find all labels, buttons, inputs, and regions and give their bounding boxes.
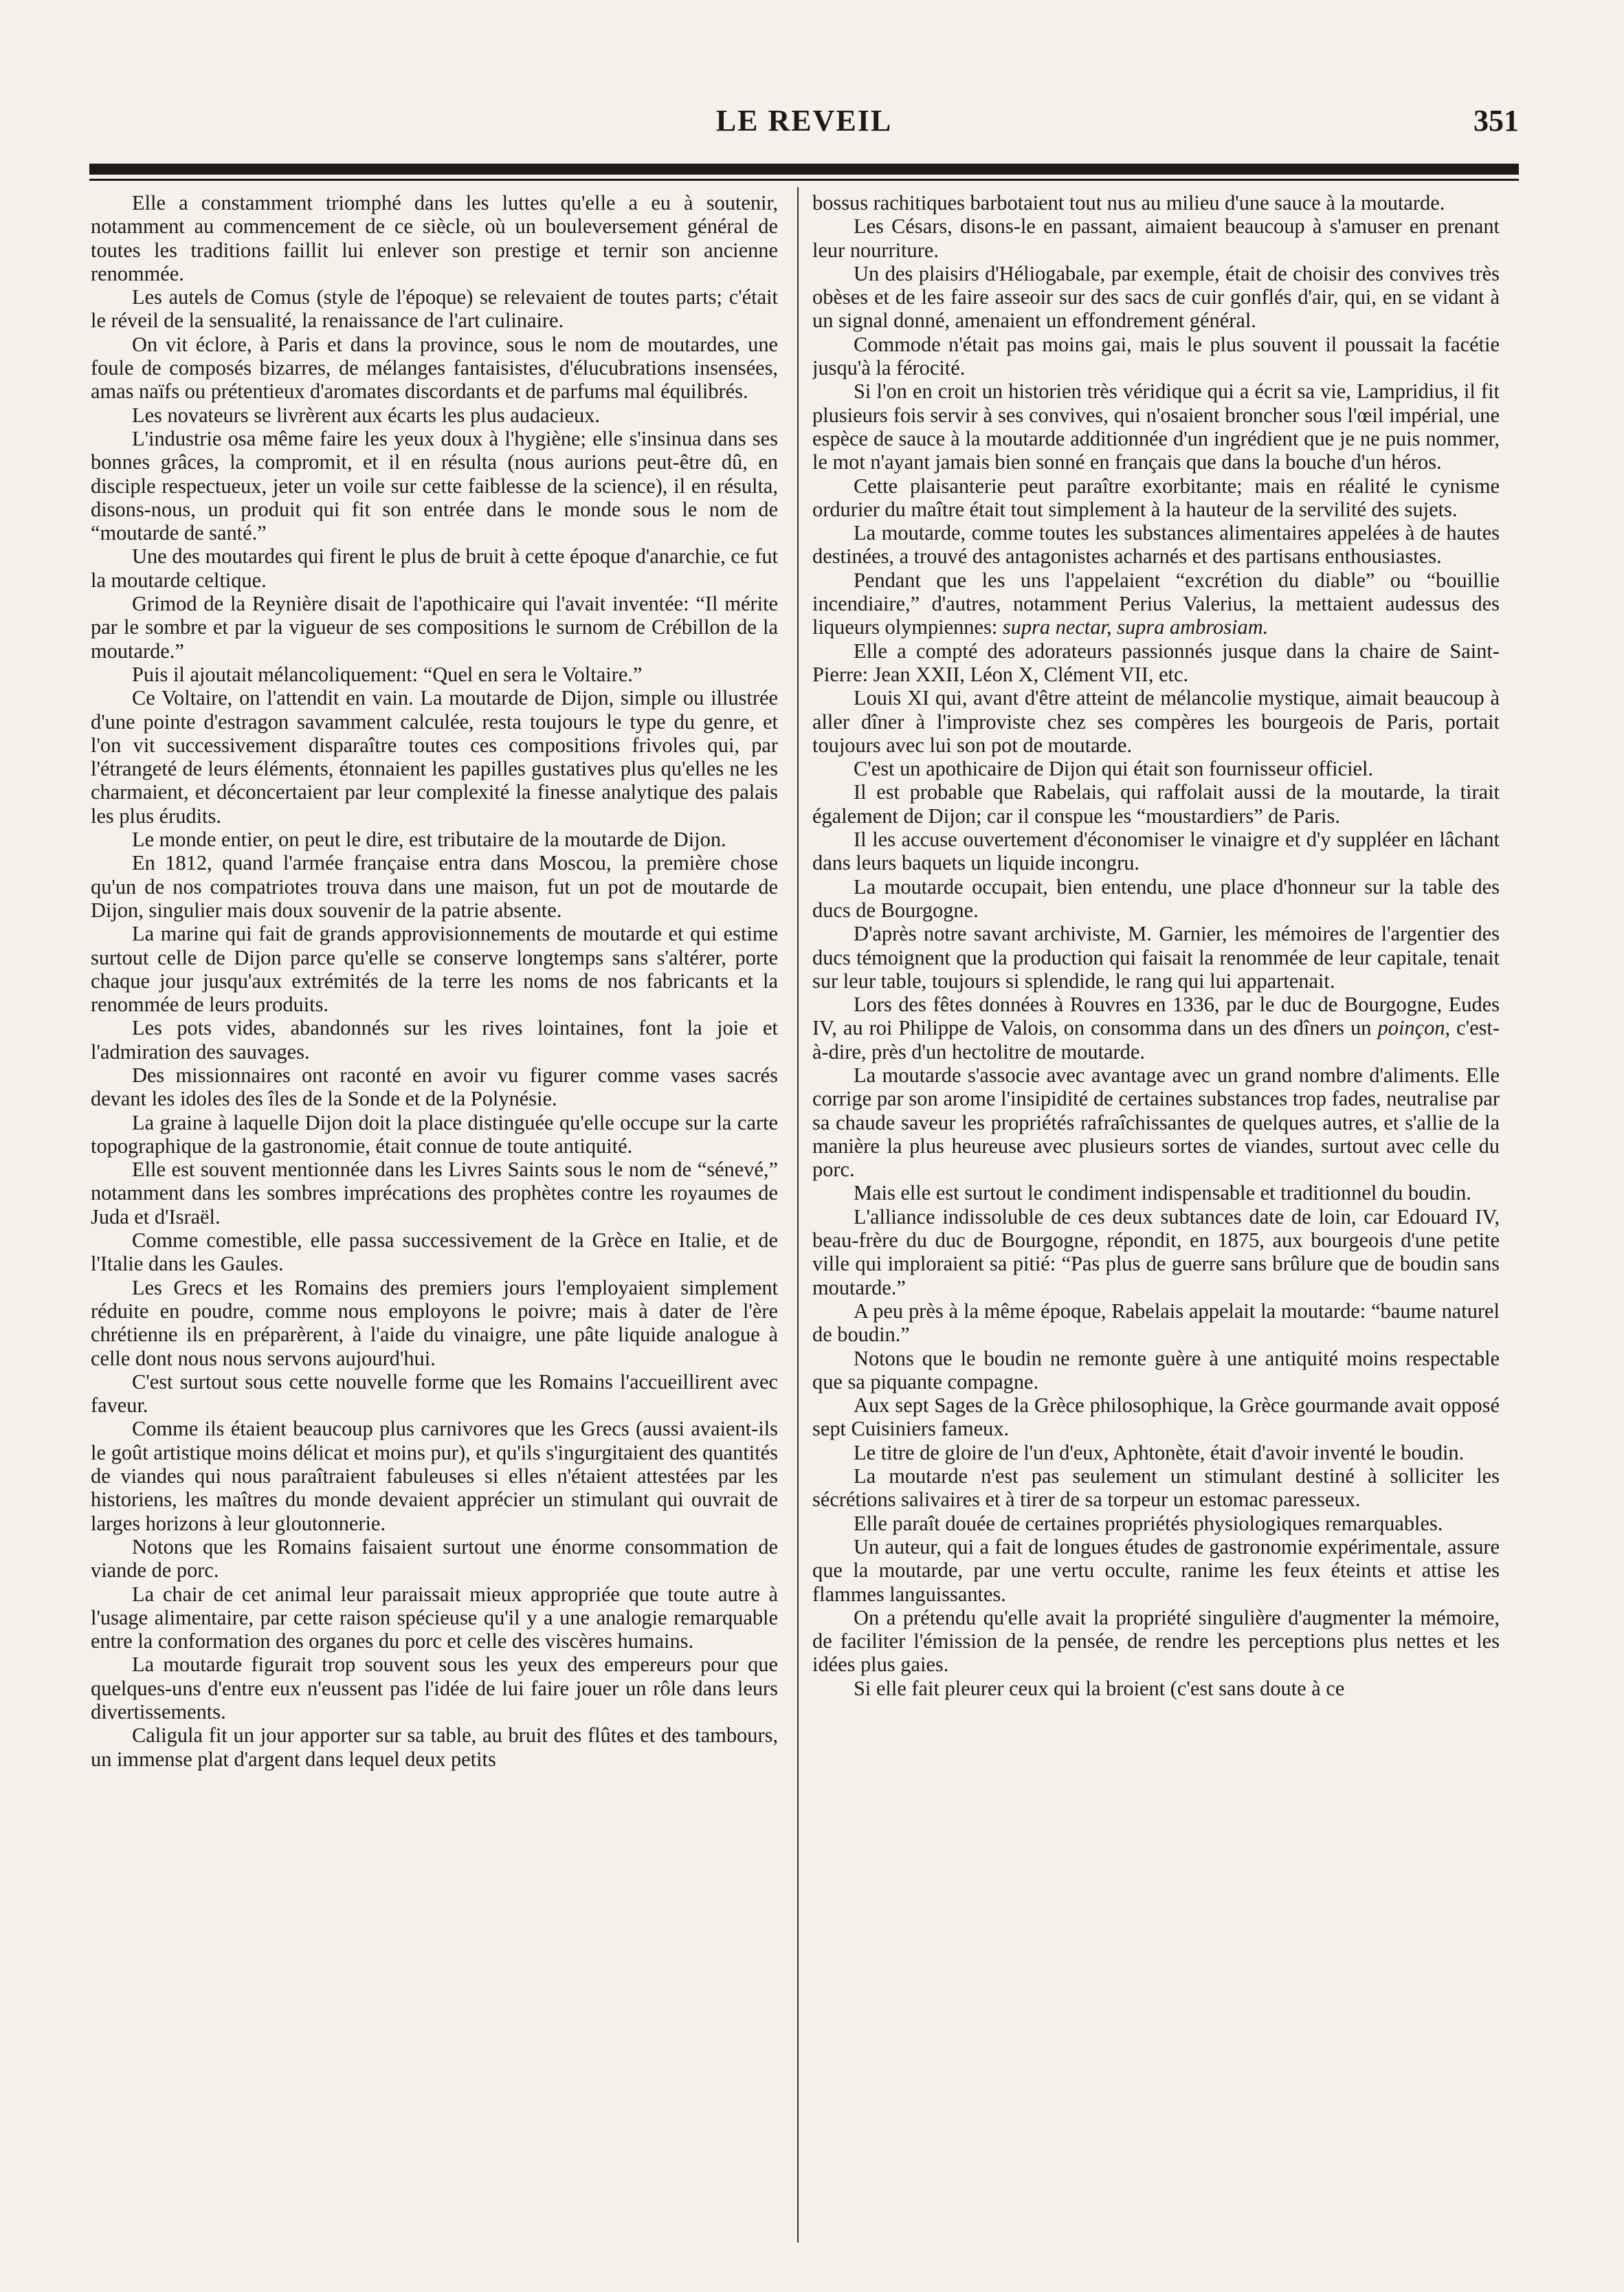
paragraph: Notons que les Romains faisaient surtout une énorme consommation de viande de porc. [91, 1534, 778, 1583]
paragraph: La chair de cet animal leur paraissait mieux appropriée que toute autre à l'usage alimentaire, par cette raison spécieuse qu'il y a une analogie remarquable entre la conformation des organes du porc et celle des viscères humains. [91, 1582, 778, 1653]
header-rule-thin [89, 179, 1519, 181]
paragraph: Ce Voltaire, on l'attendit en vain. La moutarde de Dijon, simple ou illustrée d'une pointe d'estragon savamment calculée, resta toujours le type du genre, et l'on vit successivement disparaître toutes ces compositions frivoles qui, par l'étrangeté de leurs éléments, étonnaient les papilles gustatives plus qu'elles ne les charmaient, et déconcertaient par leur complexité la finesse analytique des palais les plus érudits. [91, 686, 778, 828]
paragraph: La moutarde n'est pas seulement un stimulant destiné à solliciter les sécrétions salivaires et à tirer de sa torpeur un estomac paresseux. [812, 1464, 1500, 1512]
paragraph: Elle paraît douée de certaines propriétés physiologiques remarquables. [854, 1511, 1443, 1535]
paragraph: Des missionnaires ont raconté en avoir vu figurer comme vases sacrés devant les idoles des îles de la Sonde et de la Polynésie. [91, 1063, 778, 1111]
paragraph: Les pots vides, abandonnés sur les rives lointaines, font la joie et l'admiration des sauvages. [91, 1016, 778, 1064]
paragraph: Il est probable que Rabelais, qui raffolait aussi de la moutarde, la tirait également de Dijon; car il conspue les “moustardiers” de Paris. [812, 780, 1500, 828]
header-rule-thick [89, 164, 1519, 175]
paragraph: Il les accuse ouvertement d'économiser le vinaigre et d'y suppléer en lâchant dans leurs baquets un liquide incongru. [812, 828, 1500, 875]
right-column [812, 191, 1500, 2247]
paragraph: Cette plaisanterie peut paraître exorbitante; mais en réalité le cynisme ordurier du maître était tout simplement à la hauteur de la servilité des sujets. [812, 474, 1500, 521]
paragraph: L'industrie osa même faire les yeux doux à l'hygiène; elle s'insinua dans ses bonnes grâces, la compromit, et il en résulta (nous aurions peut-être dû, en disciple respectueux, jeter un voile sur cette faiblesse de la science), il en résulta, disons-nous, un produit qui fit son entrée dans le monde sous le nom de “moutarde de santé.” [91, 426, 778, 545]
paragraph: Pendant que les uns l'appelaient “excrétion du diable” ou “bouillie incendiaire,” d'autres, notamment Perius Valerius, la mettaient audessus des liqueurs olympiennes: supra nectar, supra ambrosiam. [812, 568, 1500, 639]
paragraph: La moutarde occupait, bien entendu, une place d'honneur sur la table des ducs de Bourgogne. [812, 874, 1500, 922]
paragraph: Grimod de la Reynière disait de l'apothicaire qui l'avait inventée: “Il mérite par le sombre et par la vigueur de ses compositions le surnom de Crébillon de la moutarde.” [91, 592, 778, 663]
paragraph: La marine qui fait de grands approvisionnements de moutarde et qui estime surtout celle de Dijon parce qu'elle se conserve longtemps sans s'altérer, porte chaque jour jusqu'aux extrémités de la terre les noms de nos fabricants et la renommée de leurs produits. [91, 922, 778, 1017]
page-header [89, 103, 1519, 151]
paragraph: A peu près à la même époque, Rabelais appelait la moutarde: “baume naturel de boudin.” [812, 1299, 1500, 1347]
paragraph: Un des plaisirs d'Héliogabale, par exemple, était de choisir des convives très obèses et de les faire asseoir sur des sacs de cuir gonflés d'air, qui, en se vidant à un signal donné, amenaient un effondrement général. [812, 261, 1500, 333]
paragraph: Elle a constamment triomphé dans les luttes qu'elle a eu à soutenir, notamment au commencement de ce siècle, où un bouleversement général de toutes les traditions faillit lui enlever son prestige et ternir son ancienne renommée. [91, 191, 778, 285]
paragraph: Si l'on en croit un historien très véridique qui a écrit sa vie, Lampridius, il fit plusieurs fois servir à ses convives, qui n'osaient broncher sous l'œil impérial, une espèce de sauce à la moutarde additionnée d'un ingrédient que je ne puis nommer, le mot n'ayant jamais bien sonné en français que dans la bouche d'un héros. [812, 379, 1500, 474]
paragraph: Les Grecs et les Romains des premiers jours l'employaient simplement réduite en poudre, comme nous employons le poivre; mais à dater de l'ère chrétienne ils en préparèrent, à l'aide du vinaigre, une pâte liquide analogue à celle dont nous nous servons aujourd'hui. [91, 1275, 778, 1370]
paragraph: La graine à laquelle Dijon doit la place distinguée qu'elle occupe sur la carte topographique de la gastronomie, était connue de toute antiquité. [91, 1110, 778, 1158]
paragraph: C'est surtout sous cette nouvelle forme que les Romains l'accueillirent avec faveur. [91, 1369, 778, 1418]
paragraph: D'après notre savant archiviste, M. Garnier, les mémoires de l'argentier des ducs témoignent que la production qui faisait la renommée de leur capitale, tenait sur leur table, toujours si splendide, le rang qui lui appartenait. [812, 922, 1500, 993]
paragraph: Une des moutardes qui firent le plus de bruit à cette époque d'anarchie, ce fut la moutarde celtique. [91, 544, 778, 592]
paragraph: La moutarde, comme toutes les substances alimentaires appelées à de hautes destinées, a trouvé des antagonistes acharnés et des partisans enthousiastes. [812, 521, 1500, 569]
running-title: LE REVEIL [715, 104, 893, 137]
paragraph: Puis il ajoutait mélancoliquement: “Quel en sera le Voltaire.” [132, 662, 643, 686]
paragraph: Elle a compté des adorateurs passionnés jusque dans la chaire de Saint-Pierre: Jean XXII, Léon X, Clément VII, etc. [812, 639, 1500, 686]
paragraph: Les Césars, disons-le en passant, aimaient beaucoup à s'amuser en prenant leur nourriture. [812, 214, 1500, 262]
paragraph: Caligula fit un jour apporter sur sa table, au bruit des flûtes et des tambours, un immense plat d'argent dans lequel deux petits [91, 1723, 778, 1771]
paragraph: Comme ils étaient beaucoup plus carnivores que les Grecs (aussi avaient-ils le goût artistique moins délicat et moins pur), et qu'ils s'ingurgitaient des quantités de viandes qui nous paraîtraient fabuleuses si elles n'étaient attestées par les historiens, les maîtres du monde devaient apprécier un stimulant qui ouvrait de larges horizons à leur gloutonnerie. [91, 1417, 778, 1535]
paragraph: La moutarde s'associe avec avantage avec un grand nombre d'aliments. Elle corrige par son arome l'insipidité de certaines substances trop fades, neutralise par sa chaude saveur les propriétés rafraîchissantes de quelques autres, et s'allie de la manière la plus heureuse avec plusieurs sortes de viandes, surtout avec celle du porc. [812, 1063, 1500, 1182]
paragraph: On a prétendu qu'elle avait la propriété singulière d'augmenter la mémoire, de faciliter l'émission de la pensée, de rendre les perceptions plus nettes et les idées plus gaies. [812, 1605, 1500, 1677]
paragraph: Commode n'était pas moins gai, mais le plus souvent il poussait la facétie jusqu'à la férocité. [812, 332, 1500, 380]
paragraph: Les novateurs se livrèrent aux écarts les plus audacieux. [132, 403, 600, 427]
paragraph: Un auteur, qui a fait de longues études de gastronomie expérimentale, assure que la moutarde, par une vertu occulte, ranime les feux éteints et attise les flammes languissantes. [812, 1534, 1500, 1606]
paragraph: On vit éclore, à Paris et dans la province, sous le nom de moutardes, une foule de composés bizarres, de mélanges fantaisistes, d'élucubrations insensées, amas naïfs ou prétentieux d'aromates discordants et de parfums mal équilibrés. [91, 332, 778, 404]
paragraph: Aux sept Sages de la Grèce philosophique, la Grèce gourmande avait opposé sept Cuisiniers fameux. [812, 1393, 1500, 1441]
paragraph: La moutarde figurait trop souvent sous les yeux des empereurs pour que quelques-uns d'entre eux n'eussent pas l'idée de lui faire jouer un rôle dans leurs divertissements. [91, 1653, 778, 1723]
paragraph: Comme comestible, elle passa successivement de la Grèce en Italie, et de l'Italie dans les Gaules. [91, 1228, 778, 1276]
paragraph: Les autels de Comus (style de l'époque) se relevaient de toutes parts; c'était le réveil de la sensualité, la renaissance de l'art culinaire. [91, 285, 778, 333]
paragraph: Elle est souvent mentionnée dans les Livres Saints sous le nom de “sénevé,” notamment dans les sombres imprécations des prophètes contre les royaumes de Juda et d'Israël. [91, 1158, 778, 1228]
paragraph: Le titre de gloire de l'un d'eux, Aphtonète, était d'avoir inventé le boudin. [854, 1440, 1465, 1464]
page-number: 351 [1473, 104, 1519, 137]
paragraph: Louis XI qui, avant d'être atteint de mélancolie mystique, aimait beaucoup à aller dîner à l'improviste chez ses compères les bourgeois de Paris, portait toujours avec lui son pot de moutarde. [812, 686, 1500, 757]
paragraph: L'alliance indissoluble de ces deux subtances date de loin, car Edouard IV, beau-frère du duc de Bourgogne, répondit, en 1875, aux bourgeois d'une petite ville qui imploraient sa pitié: “Pas plus de guerre sans brûlure que de boudin sans moutarde.” [812, 1204, 1500, 1299]
paragraph: Mais elle est surtout le condiment indispensable et traditionnel du boudin. [854, 1181, 1471, 1205]
paragraph: Lors des fêtes données à Rouvres en 1336, par le duc de Bourgogne, Eudes IV, au roi Philippe de Valois, on consomma dans un des dîners un poinçon, c'est-à-dire, près d'un hectolitre de moutarde. [812, 993, 1500, 1064]
column-divider [797, 187, 799, 2243]
paragraph: C'est un apothicaire de Dijon qui était son fournisseur officiel. [854, 757, 1374, 781]
left-column [91, 191, 778, 2247]
paragraph: Notons que le boudin ne remonte guère à une antiquité moins respectable que sa piquante compagne. [812, 1346, 1500, 1393]
paragraph: Le monde entier, on peut le dire, est tributaire de la moutarde de Dijon. [132, 828, 726, 852]
paragraph: En 1812, quand l'armée française entra dans Moscou, la première chose qu'un de nos compatriotes trouva dans une maison, fut un pot de moutarde de Dijon, singulier mais doux souvenir de la patrie absente. [91, 851, 778, 922]
paragraph-continuation: bossus rachitiques barbotaient tout nus au milieu d'une sauce à la moutarde. [812, 191, 1445, 214]
paragraph: Si elle fait pleurer ceux qui la broient (c'est sans doute à ce [854, 1676, 1345, 1700]
